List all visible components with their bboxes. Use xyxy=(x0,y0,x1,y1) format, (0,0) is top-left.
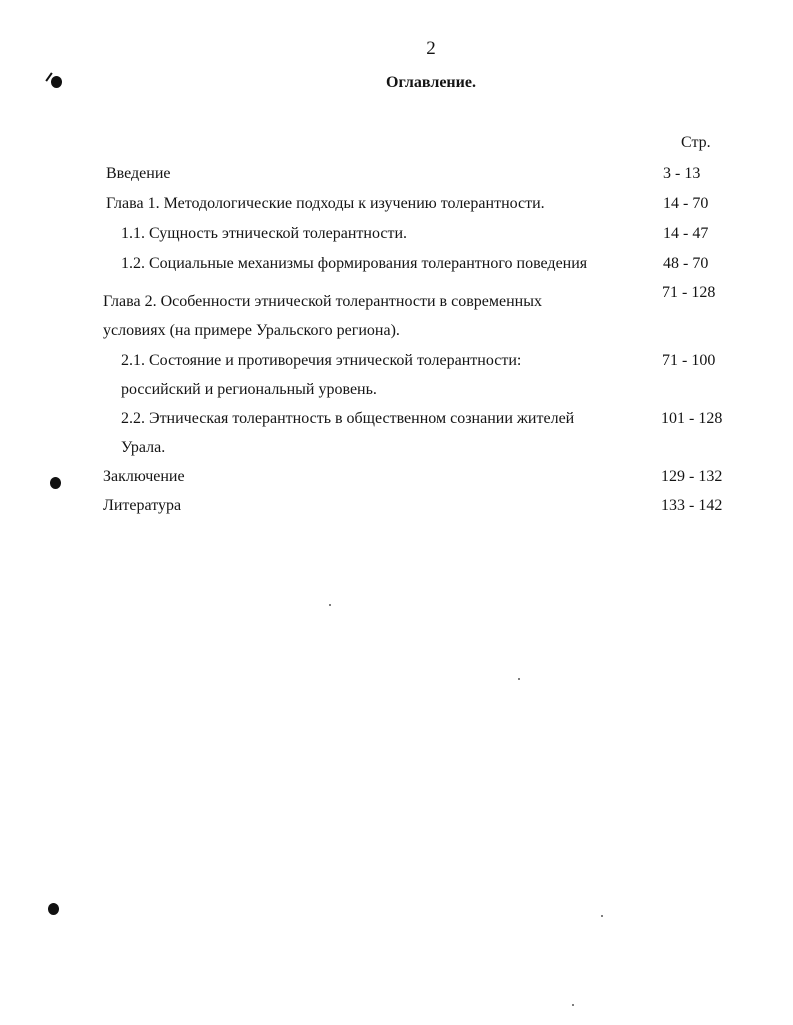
toc-entry-section-2-1-line-2: российский и региональный уровень. xyxy=(121,381,377,398)
scan-speck xyxy=(329,604,331,606)
punch-hole-bottom xyxy=(48,903,59,915)
toc-entry-introduction: Введение xyxy=(106,165,171,182)
toc-pages-conclusion: 129 - 132 xyxy=(661,468,723,485)
toc-entry-chapter-2-line-2: условиях (на примере Уральского региона). xyxy=(103,322,400,339)
page-number: 2 xyxy=(426,38,436,59)
toc-entry-literature: Литература xyxy=(103,497,182,514)
toc-entry-section-1-2: 1.2. Социальные механизмы формирования толерантного поведения xyxy=(121,255,588,272)
toc-pages-section-2-1: 71 - 100 xyxy=(662,352,716,369)
toc-entry-section-2-2-line-2: Урала. xyxy=(121,439,166,456)
toc-pages-section-1-1: 14 - 47 xyxy=(663,225,709,242)
pages-column-header: Стр. xyxy=(681,134,711,151)
toc-pages-introduction: 3 - 13 xyxy=(663,165,701,182)
toc-entry-chapter-1: Глава 1. Методологические подходы к изучению толерантности. xyxy=(106,195,545,212)
page-title: Оглавление. xyxy=(386,74,476,91)
toc-entry-section-2-2-line-1: 2.2. Этническая толерантность в общественном сознании жителей xyxy=(121,410,575,427)
scan-speck xyxy=(572,1004,574,1006)
toc-pages-section-2-2: 101 - 128 xyxy=(661,410,723,427)
toc-entry-conclusion: Заключение xyxy=(103,468,185,485)
toc-entry-chapter-2-line-1: Глава 2. Особенности этнической толерантности в современных xyxy=(103,293,542,310)
punch-hole-middle xyxy=(50,477,61,489)
toc-pages-chapter-2: 71 - 128 xyxy=(662,284,716,301)
scan-speck xyxy=(518,678,520,680)
toc-pages-literature: 133 - 142 xyxy=(661,497,723,514)
toc-entry-section-1-1: 1.1. Сущность этнической толерантности. xyxy=(121,225,408,242)
toc-entry-section-2-1-line-1: 2.1. Состояние и противоречия этнической толерантности: xyxy=(121,352,522,369)
toc-pages-chapter-1: 14 - 70 xyxy=(663,195,709,212)
toc-pages-section-1-2: 48 - 70 xyxy=(663,255,709,272)
scan-speck xyxy=(601,915,603,917)
